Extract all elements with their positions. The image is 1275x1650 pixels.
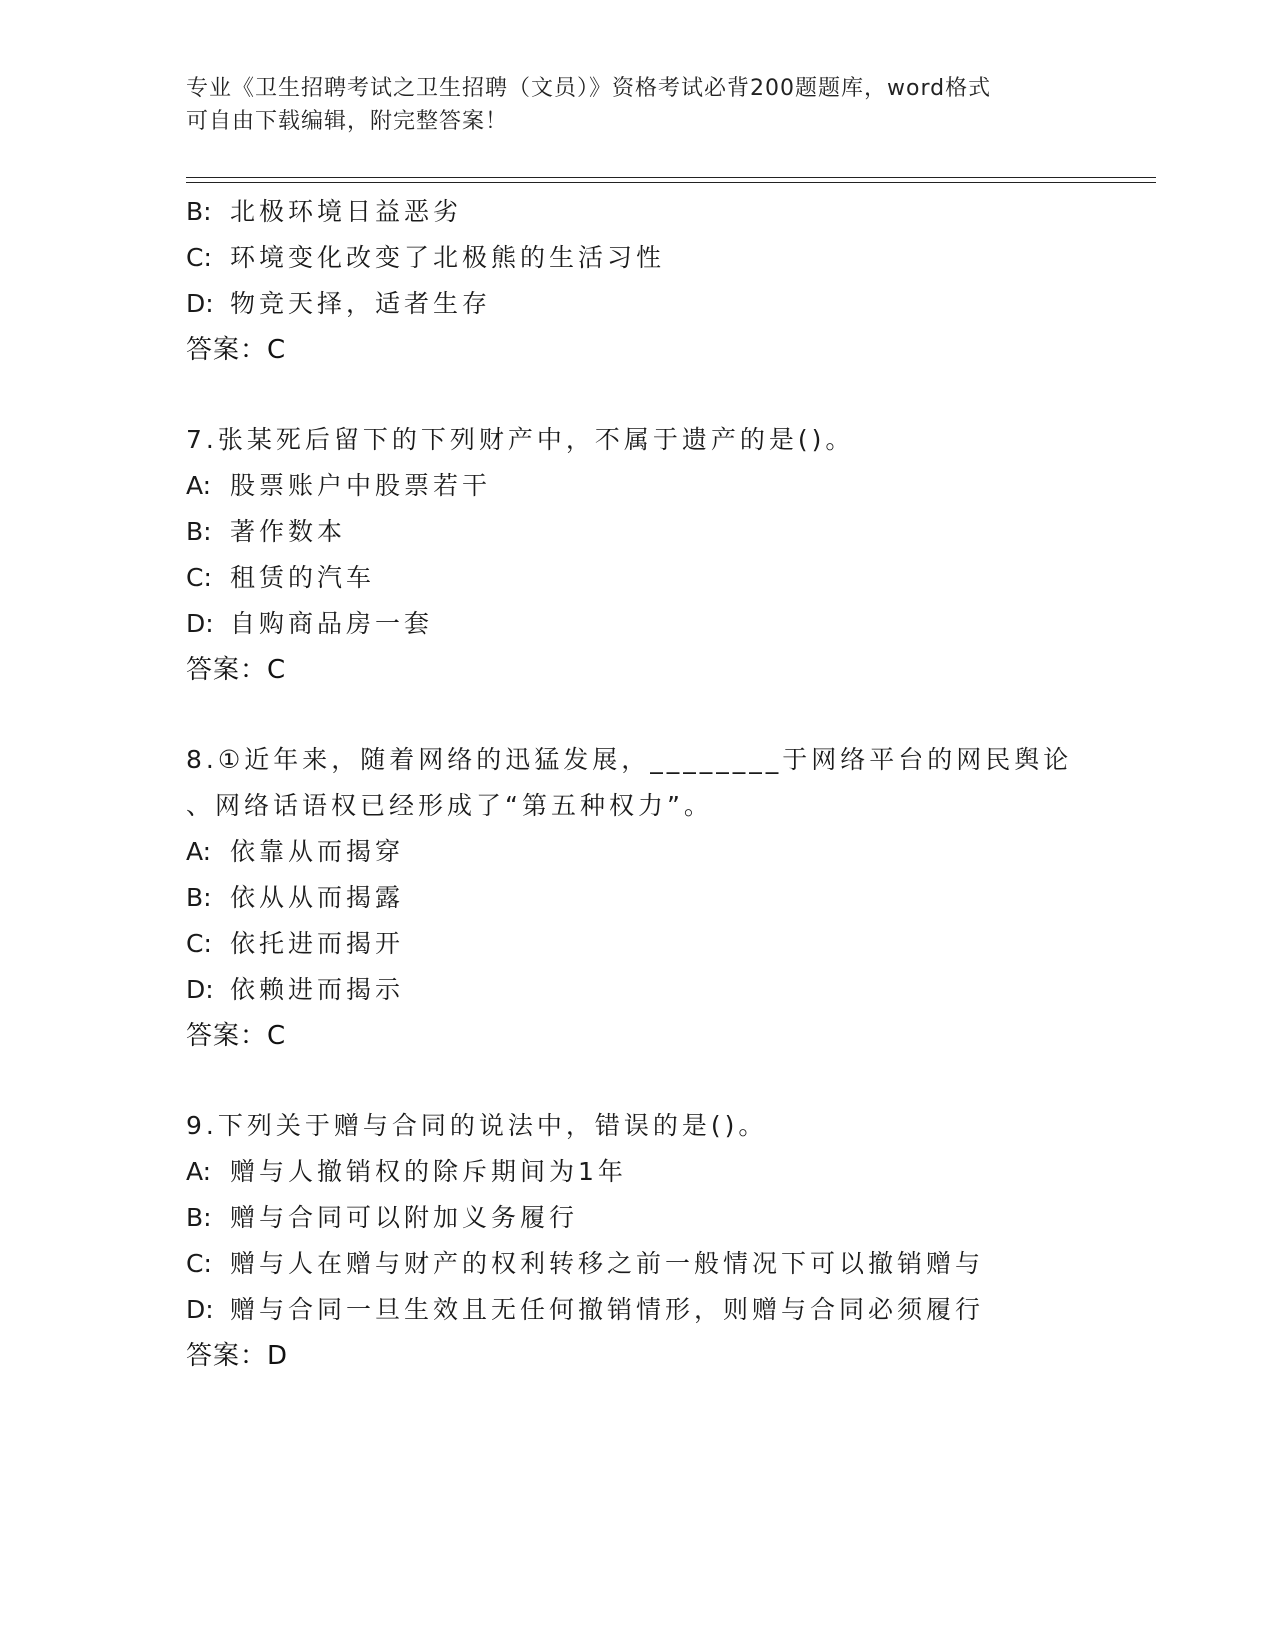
question-block-prev [186,189,1086,373]
option-c: C: 赠与人在赠与财产的权利转移之前一般情况下可以撤销赠与 [186,1249,985,1278]
question-block-7 [186,417,1086,693]
question-spacer [186,373,1086,417]
option-b: B: 依从从而揭露 [186,883,405,912]
question-list [186,189,1086,1379]
option-c: C: 租赁的汽车 [186,563,376,592]
answer-label: 答案：C [186,1021,287,1051]
question-spacer [186,693,1086,737]
option-d: D: 自购商品房一套 [186,609,434,638]
option-a: A: 依靠从而揭穿 [186,837,405,866]
option-b: B: 北极环境日益恶劣 [186,197,463,226]
option-c: C: 环境变化改变了北极熊的生活习性 [186,243,666,272]
option-d: D: 物竞天择，适者生存 [186,289,492,318]
answer-label: 答案：C [186,655,287,685]
option-b: B: 赠与合同可以附加义务履行 [186,1203,579,1232]
header-divider-bottom [186,182,1156,183]
answer-label: 答案：D [186,1341,289,1371]
option-a: A: 股票账户中股票若干 [186,471,492,500]
option-a: A: 赠与人撤销权的除斥期间为1年 [186,1157,627,1186]
question-title: 7.张某死后留下的下列财产中，不属于遗产的是()。 [186,425,855,454]
document-header [186,72,1066,138]
question-spacer [186,1059,1086,1103]
question-block-8 [186,737,1086,1059]
option-d: D: 依赖进而揭示 [186,975,405,1004]
question-block-9 [186,1103,1086,1379]
question-title: 9.下列关于赠与合同的说法中，错误的是()。 [186,1111,768,1140]
option-c: C: 依托进而揭开 [186,929,405,958]
question-title: 8.①近年来，随着网络的迅猛发展，________于网络平台的网民舆论 、网络话语权已经形成了“第五种权力”。 [186,745,1073,820]
header-title-line-1: 专业《卫生招聘考试之卫生招聘（文员）》资格考试必背200题题库，word格式 [186,76,992,101]
header-title-line-2: 可自由下载编辑，附完整答案！ [186,109,509,134]
header-divider-top [186,177,1156,178]
option-d: D: 赠与合同一旦生效且无任何撤销情形，则赠与合同必须履行 [186,1295,985,1324]
answer-label: 答案：C [186,335,287,365]
option-b: B: 著作数本 [186,517,347,546]
